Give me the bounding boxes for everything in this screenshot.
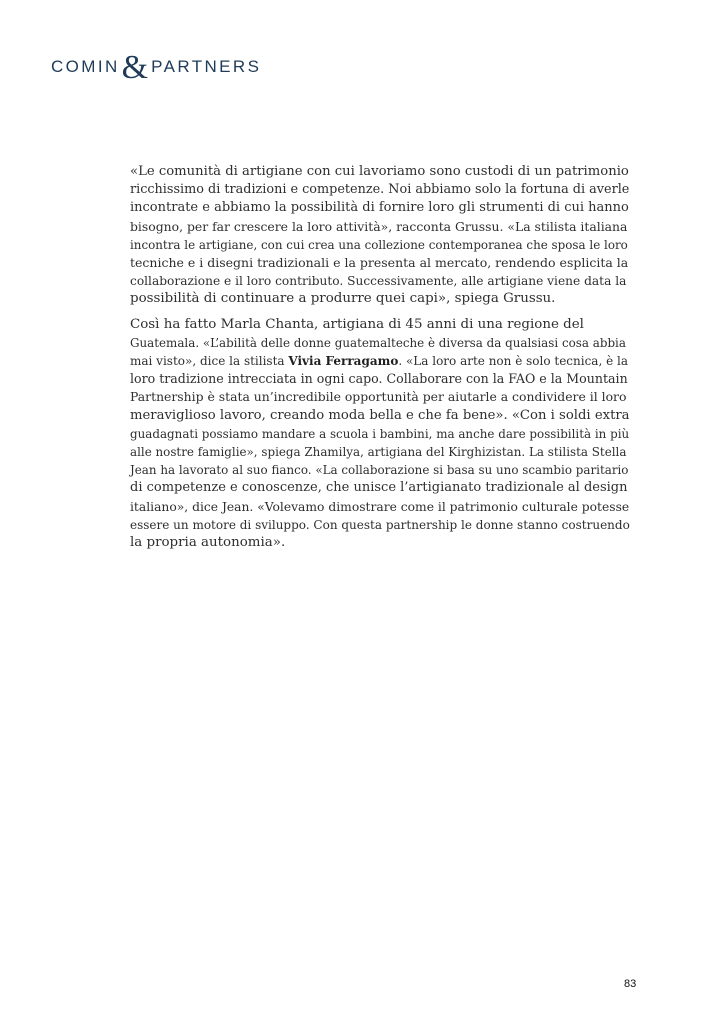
text-line: ricchissimo di tradizioni e competenze. Noi abbiamo solo la fortuna di averle xyxy=(130,182,630,198)
text-line: guadagnati possiamo mandare a scuola i bambini, ma anche dare possibilità in più xyxy=(130,426,630,441)
logo-text-partners: PARTNERS xyxy=(151,57,262,76)
text-line: meraviglioso lavoro, creando moda bella e che fa bene». «Con i soldi extra xyxy=(130,407,630,423)
text-line: alle nostre famiglie», spiega Zhamilya, artigiana del Kirghizistan. La stilista Stella xyxy=(130,445,627,460)
text-line: bisogno, per far crescere la loro attività», racconta Grussu. «La stilista italiana xyxy=(130,218,628,234)
text-line: Guatemala. «L’abilità delle donne guatemalteche è diversa da qualsiasi cosa abbia xyxy=(130,335,626,350)
text-line xyxy=(130,352,630,370)
text-line: Partnership è stata un’incredibile opportunità per aiutarle a condividere il loro xyxy=(130,389,627,405)
text-line: italiano», dice Jean. «Volevamo dimostrare come il patrimonio culturale potesse xyxy=(130,499,630,514)
text-line: incontra le artigiane, con cui crea una collezione contemporanea che sposa le loro xyxy=(130,237,628,252)
text-segment: mai visto», dice la stilista xyxy=(130,354,289,369)
article-body xyxy=(130,163,630,559)
text-line: di competenze e conoscenze, che unisce l’artigianato tradizionale al design xyxy=(130,480,628,496)
stylist-name-bold: Vivia Ferragamo xyxy=(288,354,399,369)
text-line: essere un motore di sviluppo. Con questa partnership le donne stanno costruendo xyxy=(130,517,630,532)
text-line: «Le comunità di artigiane con cui lavoriamo sono custodi di un patrimonio xyxy=(130,164,629,179)
text-line: possibilità di continuare a produrre quei capi», spiega Grussu. xyxy=(130,291,556,307)
paragraph-1 xyxy=(130,163,630,309)
logo-ampersand: & xyxy=(121,49,149,86)
paragraph-2 xyxy=(130,316,630,553)
comin-partners-logo xyxy=(51,49,262,86)
page-number: 83 xyxy=(624,978,637,990)
text-line: loro tradizione intrecciata in ogni capo. Collaborare con la FAO e la Mountain xyxy=(130,371,628,387)
text-line: Così ha fatto Marla Chanta, artigiana di 45 anni di una regione del xyxy=(130,316,584,332)
logo-text-comin: COMIN xyxy=(51,57,120,76)
text-line: tecniche e i disegni tradizionali e la presenta al mercato, rendendo esplicita la xyxy=(130,255,629,271)
text-line: Jean ha lavorato al suo fianco. «La collaborazione si basa su uno scambio paritario xyxy=(130,463,629,478)
text-line: la propria autonomia». xyxy=(130,535,286,551)
text-line: collaborazione e il loro contributo. Successivamente, alle artigiane viene data la xyxy=(130,274,627,289)
text-line: incontrate e abbiamo la possibilità di fornire loro gli strumenti di cui hanno xyxy=(130,200,629,216)
text-segment: . «La loro arte non è solo tecnica, è la xyxy=(398,354,628,369)
